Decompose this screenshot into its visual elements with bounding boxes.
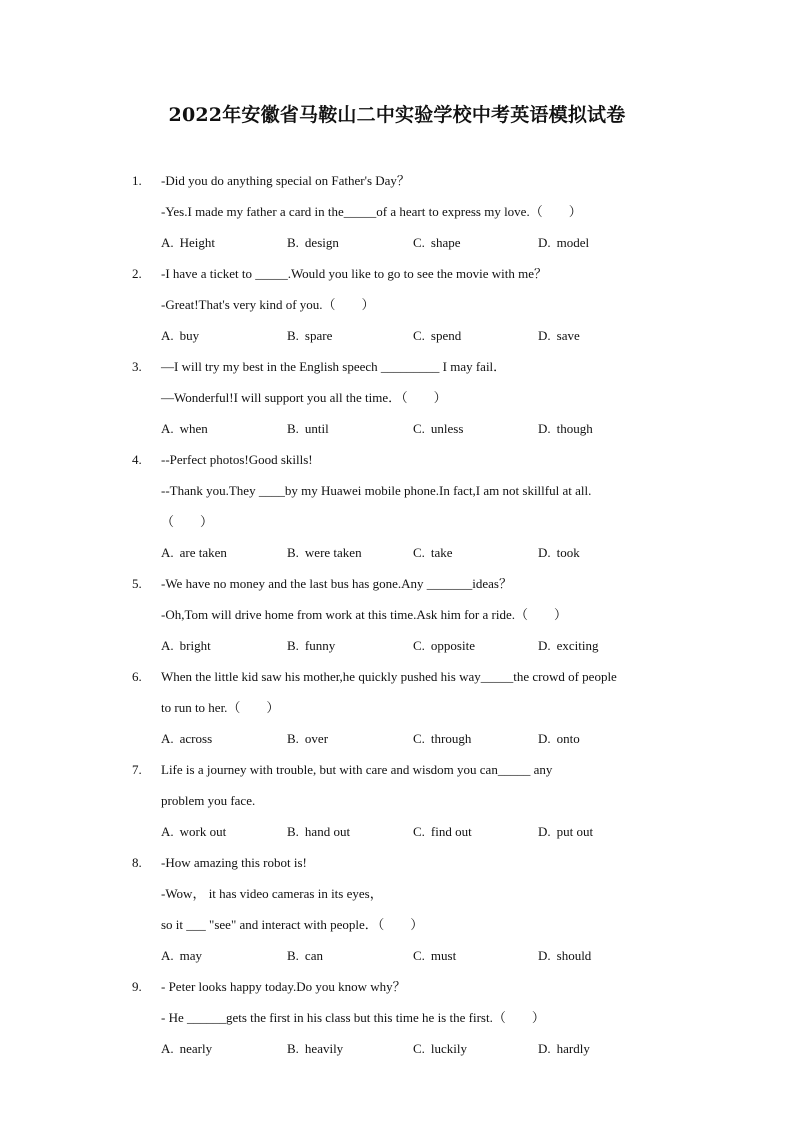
answer-option (161, 630, 211, 661)
question-text-line: —Wonderful!I will support you all the time．（ ） (161, 390, 447, 405)
answer-options (161, 816, 794, 847)
answer-option (161, 227, 215, 258)
question-text-line: -Oh,Tom will drive home from work at this time.Ask him for a ride.（ ） (161, 607, 567, 622)
question-text-line: -Wow， it has video cameras in its eyes， (161, 886, 383, 901)
option-text: exciting (556, 638, 599, 653)
option-letter: D. (538, 545, 551, 560)
answer-option (538, 227, 589, 258)
option-text: hardly (556, 1041, 590, 1056)
option-text: nearly (179, 1041, 213, 1056)
answer-option (413, 227, 461, 258)
answer-option (161, 320, 199, 351)
answer-option (287, 940, 323, 971)
option-text: save (556, 328, 580, 343)
option-letter: C. (413, 421, 425, 436)
option-letter: A. (161, 545, 174, 560)
answer-option (287, 227, 339, 258)
option-text: over (304, 731, 329, 746)
option-letter: C. (413, 545, 425, 560)
answer-option (413, 630, 475, 661)
option-letter: D. (538, 328, 551, 343)
option-text: are taken (179, 545, 227, 560)
option-text: luckily (430, 1041, 468, 1056)
question-item (0, 754, 794, 847)
option-text: across (179, 731, 213, 746)
option-text: can (304, 948, 323, 963)
option-letter: A. (161, 1041, 174, 1056)
option-letter: A. (161, 824, 174, 839)
option-letter: C. (413, 638, 425, 653)
option-letter: B. (287, 638, 299, 653)
answer-option (161, 537, 227, 568)
option-text: may (179, 948, 203, 963)
option-letter: C. (413, 948, 425, 963)
option-letter: A. (161, 235, 174, 250)
question-number: 5. (132, 576, 142, 591)
answer-options (161, 940, 794, 971)
option-letter: C. (413, 328, 425, 343)
option-text: find out (430, 824, 472, 839)
question-number: 3. (132, 359, 142, 374)
option-letter: A. (161, 421, 174, 436)
question-text-line: Life is a journey with trouble, but with care and wisdom you can_____ any (161, 762, 553, 777)
option-text: shape (430, 235, 461, 250)
option-letter: C. (413, 731, 425, 746)
answer-option (538, 1033, 590, 1064)
option-letter: A. (161, 948, 174, 963)
question-item (0, 351, 794, 444)
answer-option (161, 413, 208, 444)
question-item (0, 568, 794, 661)
answer-options (161, 630, 794, 661)
option-text: bright (179, 638, 211, 653)
question-number: 8. (132, 855, 142, 870)
answer-option (287, 1033, 343, 1064)
option-letter: B. (287, 731, 299, 746)
option-text: hand out (304, 824, 351, 839)
option-letter: D. (538, 731, 551, 746)
answer-option (413, 816, 472, 847)
option-text: design (304, 235, 339, 250)
answer-option (413, 537, 453, 568)
answer-option (287, 630, 335, 661)
answer-option (161, 940, 202, 971)
answer-option (287, 320, 332, 351)
question-text-line: -Yes.I made my father a card in the_____of a heart to express my love.（ ） (161, 204, 582, 219)
option-letter: A. (161, 638, 174, 653)
question-item (0, 971, 794, 1064)
option-letter: D. (538, 824, 551, 839)
answer-options (161, 227, 794, 258)
option-text: through (430, 731, 472, 746)
option-letter: B. (287, 824, 299, 839)
option-text: Height (179, 235, 216, 250)
option-text: should (556, 948, 592, 963)
option-letter: C. (413, 1041, 425, 1056)
question-text-line: -Did you do anything special on Father's Day？ (161, 173, 410, 188)
option-text: take (430, 545, 453, 560)
question-text-line: to run to her.（ ） (161, 700, 280, 715)
question-text-line: problem you face. (161, 793, 256, 808)
option-letter: A. (161, 731, 174, 746)
question-text-line: When the little kid saw his mother,he quickly pushed his way_____the crowd of people (161, 669, 617, 684)
question-item (0, 165, 794, 258)
option-letter: D. (538, 235, 551, 250)
option-text: buy (179, 328, 200, 343)
question-text-line: - Peter looks happy today.Do you know why？ (161, 979, 406, 994)
option-letter: B. (287, 421, 299, 436)
option-text: when (179, 421, 208, 436)
answer-options (161, 1033, 794, 1064)
question-item (0, 661, 794, 754)
question-text-line: - He ______gets the first in his class but this time he is the first.（ ） (161, 1010, 545, 1025)
answer-option (538, 537, 580, 568)
answer-option (413, 413, 463, 444)
answer-option (538, 940, 591, 971)
option-letter: D. (538, 638, 551, 653)
option-letter: C. (413, 235, 425, 250)
option-text: were taken (304, 545, 362, 560)
question-text-line: --Thank you.They ____by my Huawei mobile phone.In fact,I am not skillful at all. (161, 483, 592, 498)
answer-option (287, 537, 362, 568)
option-text: funny (304, 638, 336, 653)
question-text-line: so it ___ "see" and interact with people．（ ） (161, 917, 424, 932)
answer-option (161, 723, 212, 754)
answer-option (538, 816, 593, 847)
option-letter: D. (538, 1041, 551, 1056)
option-letter: D. (538, 421, 551, 436)
answer-options (161, 537, 794, 568)
question-item (0, 444, 794, 568)
question-item (0, 258, 794, 351)
page-title: 2022年安徽省马鞍山二中实验学校中考英语模拟试卷 (168, 104, 626, 126)
option-letter: A. (161, 328, 174, 343)
option-text: heavily (304, 1041, 344, 1056)
option-letter: B. (287, 328, 299, 343)
answer-option (413, 320, 461, 351)
option-text: spare (304, 328, 333, 343)
option-letter: C. (413, 824, 425, 839)
option-text: though (556, 421, 593, 436)
option-letter: B. (287, 545, 299, 560)
question-text-line: —I will try my best in the English speech _________ I may fail． (161, 359, 507, 374)
answer-option (161, 1033, 212, 1064)
option-text: onto (556, 731, 580, 746)
question-text-line: -Great!That's very kind of you.（ ） (161, 297, 375, 312)
answer-option (161, 816, 226, 847)
question-text-line: -I have a ticket to _____.Would you like to go to see the movie with me？ (161, 266, 547, 281)
answer-option (413, 1033, 467, 1064)
question-number: 6. (132, 669, 142, 684)
question-number: 7. (132, 762, 142, 777)
option-letter: B. (287, 235, 299, 250)
answer-options (161, 320, 794, 351)
option-text: model (556, 235, 590, 250)
option-text: work out (179, 824, 227, 839)
question-number: 9. (132, 979, 142, 994)
option-text: opposite (430, 638, 475, 653)
question-text-line: --Perfect photos!Good skills! (161, 452, 313, 467)
option-text: took (556, 545, 580, 560)
option-text: until (304, 421, 329, 436)
answer-option (538, 320, 580, 351)
option-text: unless (430, 421, 464, 436)
answer-option (287, 816, 350, 847)
question-text-line: -We have no money and the last bus has gone.Any _______ideas？ (161, 576, 512, 591)
question-item (0, 847, 794, 971)
question-number: 4. (132, 452, 142, 467)
question-text-line: -How amazing this robot is! (161, 855, 307, 870)
option-text: must (430, 948, 457, 963)
option-letter: B. (287, 948, 299, 963)
option-text: spend (430, 328, 462, 343)
answer-option (413, 723, 471, 754)
answer-options (161, 413, 794, 444)
question-text-line: （ ） (161, 514, 214, 529)
question-number: 2. (132, 266, 142, 281)
option-letter: B. (287, 1041, 299, 1056)
answer-option (413, 940, 456, 971)
question-number: 1. (132, 173, 142, 188)
option-letter: D. (538, 948, 551, 963)
answer-option (538, 413, 593, 444)
answer-options (161, 723, 794, 754)
answer-option (538, 630, 599, 661)
option-text: put out (556, 824, 594, 839)
answer-option (538, 723, 580, 754)
answer-option (287, 413, 329, 444)
answer-option (287, 723, 328, 754)
question-list (0, 165, 794, 1064)
